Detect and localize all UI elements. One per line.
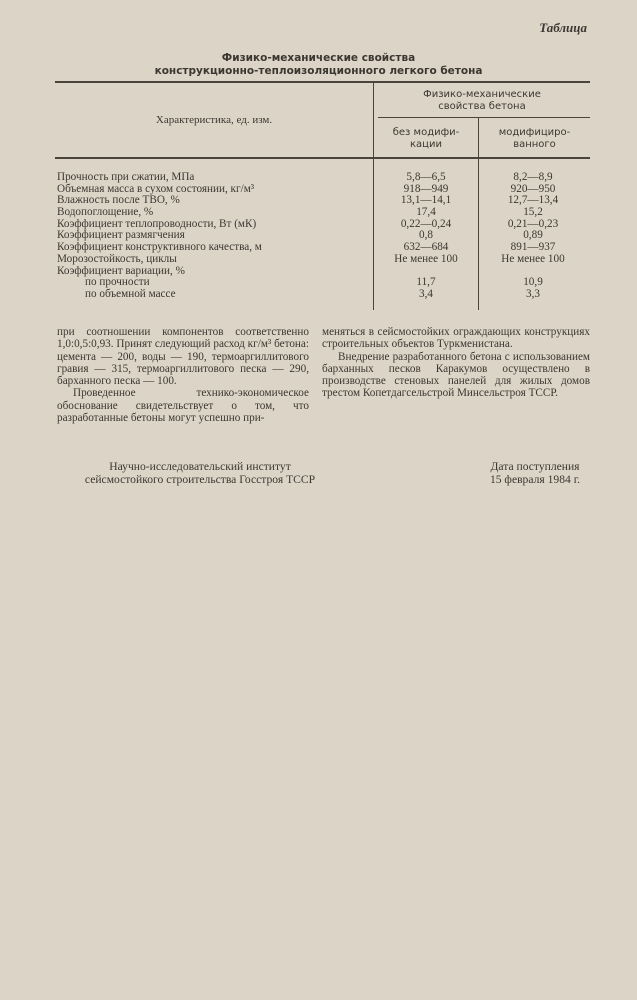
header-group [374, 89, 590, 113]
paragraph: Внедрение разработанного бетона с использованием барханных песков Каракумов осуществлено в производстве стеновых панелей для жилых домов трестом Копетдагсельстрой Минсельстроя ТССР. [322, 350, 590, 400]
received-date [460, 460, 610, 486]
value-modified: 891—937 [510, 241, 556, 254]
row-label: по прочности [85, 276, 150, 289]
table-title-line: конструкционно-теплоизоляционного легкого бетона [154, 64, 483, 77]
table-caption: Таблица [539, 20, 587, 35]
value-modified: 8,2—8,9 [513, 171, 553, 183]
header-col-line: ванного [513, 139, 556, 150]
row-label: Прочность при сжатии, МПа [57, 171, 195, 183]
row-label: Коэффициент вариации, % [57, 264, 185, 277]
row-label: Морозостойкость, циклы [57, 252, 177, 265]
value-modified: 10,9 [523, 276, 543, 289]
left-column-text [57, 326, 309, 424]
header-col-line: кации [410, 139, 442, 150]
value-modified: Не менее 100 [501, 252, 565, 265]
signature-line: сейсмостойкого строительства Госстроя ТССР [84, 473, 316, 486]
value-modified: 3,3 [526, 287, 540, 300]
row-label: Коэффициент конструктивного качества, м [57, 241, 262, 254]
header-col-line: модифициро- [498, 127, 571, 138]
date-line: 15 февраля 1984 г. [489, 473, 581, 486]
value-unmodified: 0,8 [419, 229, 433, 242]
paragraph: меняться в сейсмостойких ограждающих конструкциях строительных объектов Туркменистана. [322, 326, 590, 351]
value-unmodified: 13,1—14,1 [400, 194, 452, 207]
value-unmodified: 11,7 [416, 276, 436, 289]
header-group-line: свойства бетона [438, 101, 526, 112]
value-modified: 15,2 [523, 206, 543, 219]
row-label: Водопоглощение, % [57, 206, 154, 219]
row-label: по объемной массе [85, 287, 176, 300]
value-unmodified: 5,8—6,5 [406, 171, 446, 183]
paragraph: Проведенное технико-экономическое обоснование свидетельствует о том, что разработанные бетоны могут успешно при- [57, 387, 309, 425]
table-title-line: Физико-механические свойства [221, 52, 416, 64]
value-unmodified: Не менее 100 [394, 252, 458, 265]
row-label: Объемная масса в сухом состоянии, кг/м³ [57, 182, 255, 195]
value-modified: 0,89 [523, 229, 543, 242]
institute-signature [60, 460, 340, 486]
row-label: Коэффициент теплопроводности, Вт (мК) [57, 217, 257, 230]
header-group-line: Физико-механические [423, 89, 541, 100]
subheader-rule [378, 117, 590, 118]
value-modified: 12,7—13,4 [507, 194, 559, 207]
row-label: Влажность после ТВО, % [57, 194, 180, 207]
table-top-rule [55, 81, 590, 83]
value-unmodified: 918—949 [403, 182, 449, 195]
right-column-text [322, 326, 590, 400]
value-unmodified: 0,22—0,24 [400, 217, 452, 230]
row-label: Коэффициент размягчения [57, 229, 185, 242]
paragraph: при соотношении компонентов соответственно 1,0:0,5:0,93. Принят следующий расход кг/м³ бетона: цемента — 200, воды — 190, термоаргиллитового гравия — 315, термоаргиллитового песка — 290, барханного песка — 100. [57, 326, 309, 388]
value-unmodified: 3,4 [419, 287, 433, 300]
header-col-modified [479, 127, 590, 151]
value-unmodified: 17,4 [416, 206, 436, 219]
header-col-unmodified [374, 127, 478, 151]
header-bottom-rule [55, 157, 590, 159]
table-title [0, 52, 637, 77]
value-unmodified: 632—684 [403, 241, 449, 254]
header-col-line: без модифи- [392, 127, 460, 138]
date-line: Дата поступления [490, 460, 580, 473]
signature-line: Научно-исследовательский институт [109, 460, 291, 473]
header-characteristic: Характеристика, ед. изм. [155, 114, 273, 126]
value-modified: 0,21—0,23 [507, 217, 559, 230]
value-modified: 920—950 [510, 182, 556, 195]
